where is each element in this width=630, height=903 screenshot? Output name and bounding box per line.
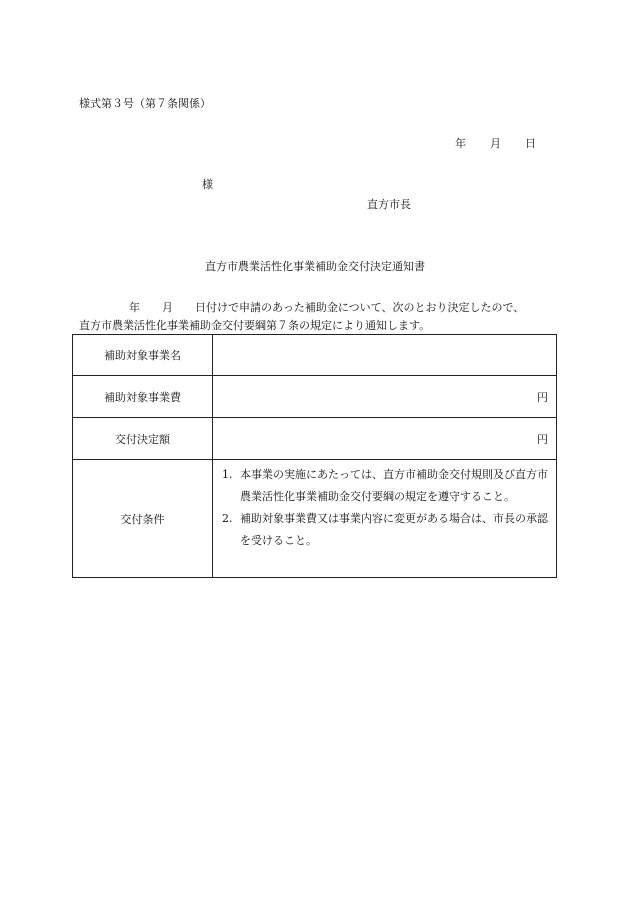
conditions-list <box>213 460 556 552</box>
conditions-cell <box>213 460 557 578</box>
date-year: 年 <box>455 137 466 150</box>
row-label: 交付決定額 <box>73 418 213 460</box>
row-label: 補助対象事業名 <box>73 335 213 376</box>
issuer: 直方市長 <box>367 198 411 211</box>
condition-number: 1. <box>222 468 233 481</box>
decision-table <box>72 334 557 578</box>
table-row <box>73 418 557 460</box>
condition-text: 本事業の実施にあたっては、直方市補助金交付規則及び直方市農業活性化事業補助金交付要綱の規定を遵守すること。 <box>240 468 548 503</box>
list-item <box>222 508 548 552</box>
body-year: 年 <box>129 301 140 314</box>
document-title: 直方市農業活性化事業補助金交付決定通知書 <box>205 260 425 273</box>
list-item <box>222 464 548 508</box>
body-month: 月 <box>162 301 173 314</box>
table-row <box>73 376 557 418</box>
date-day: 日 <box>525 137 536 150</box>
condition-number: 2. <box>222 512 233 525</box>
row-value: 円 <box>213 418 557 460</box>
condition-text: 補助対象事業費又は事業内容に変更がある場合は、市長の承認を受けること。 <box>240 512 548 547</box>
body-text <box>79 297 559 337</box>
addressee: 様 <box>202 178 213 191</box>
body-line-2: 直方市農業活性化事業補助金交付要綱第７条の規定により通知します。 <box>79 319 431 332</box>
table-row <box>73 460 557 578</box>
row-label: 補助対象事業費 <box>73 376 213 418</box>
date-line <box>455 137 536 150</box>
form-number: 様式第３号（第７条関係） <box>79 97 211 110</box>
row-value <box>213 335 557 376</box>
row-value: 円 <box>213 376 557 418</box>
date-month: 月 <box>490 137 501 150</box>
table-row <box>73 335 557 376</box>
conditions-label: 交付条件 <box>73 460 213 578</box>
body-line-1-rest: 日付けで申請のあった補助金について、次のとおり決定したので、 <box>195 301 525 314</box>
